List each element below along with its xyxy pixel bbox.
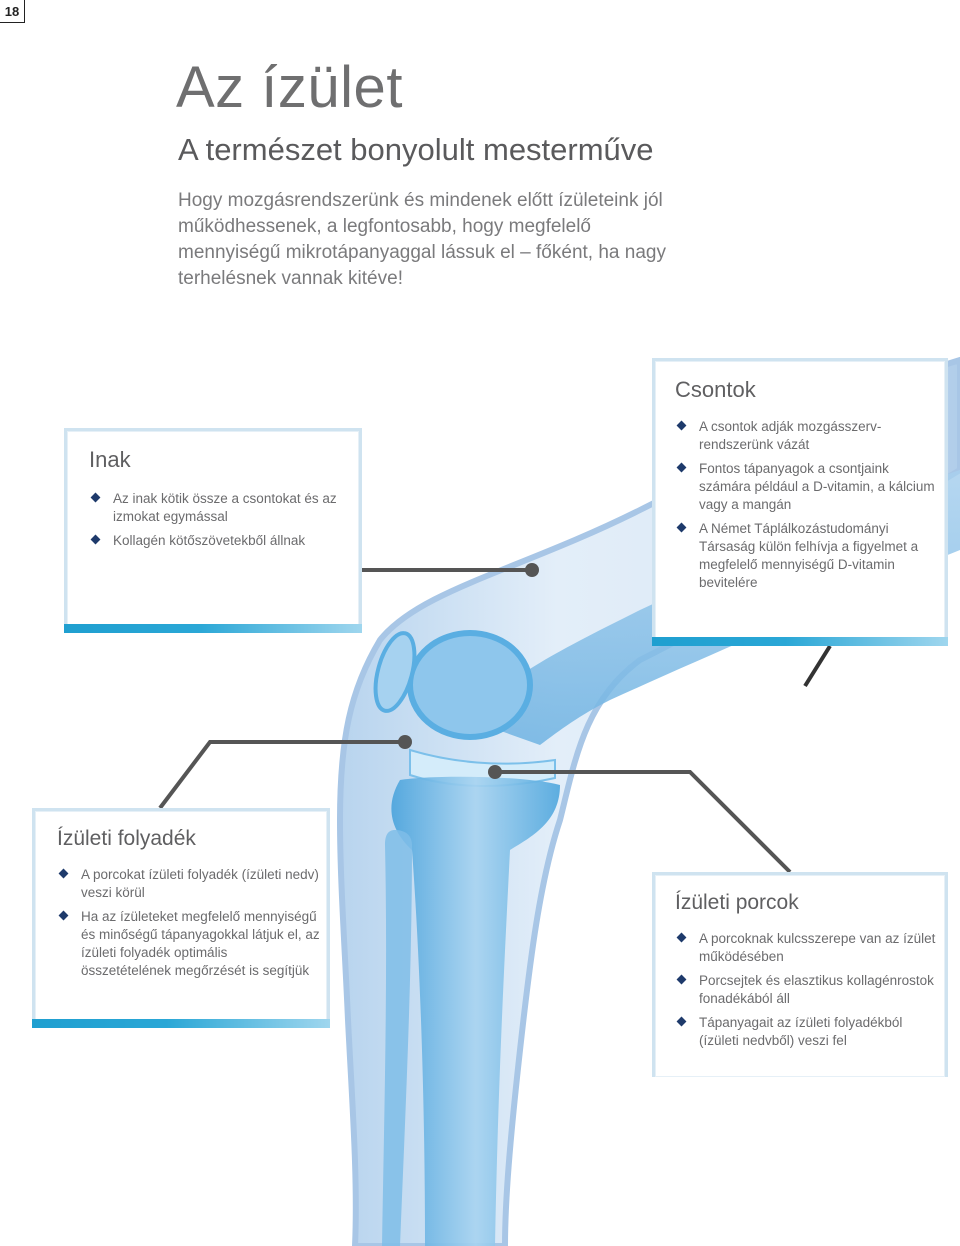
femur-condyle <box>410 633 530 737</box>
diamond-bullet-icon <box>677 1017 687 1027</box>
list-item: A Német Táplálkozástudományi Társaság külön felhívja a figyelmet a megfelelő mennyiségű D-vitamin bevitelére <box>675 520 939 592</box>
leader-dot-inak <box>525 563 539 577</box>
page-title: Az ízület <box>176 55 403 120</box>
diamond-bullet-icon <box>59 911 69 921</box>
list-item: Porcsejtek és elasztikus kollagénrostok fonadékából áll <box>675 972 939 1008</box>
diamond-bullet-icon <box>677 523 687 533</box>
diamond-bullet-icon <box>677 421 687 431</box>
info-box-csontok <box>652 358 948 646</box>
intro-paragraph: Hogy mozgásrendszerünk és mindenek előtt ízületeink jól működhessenek, a legfontosabb, hogy megfelelő mennyiségű mikrotápanyaggal lássuk el – főként, ha nagy terhelésnek vannak kitéve! <box>178 190 666 289</box>
box-accent-bar <box>652 637 948 646</box>
info-box-porcok <box>652 872 948 1077</box>
diamond-bullet-icon <box>677 975 687 985</box>
info-box-inak <box>64 428 362 633</box>
list-item: A csontok adják mozgásszerv-rendszerünk vázát <box>675 418 939 454</box>
bullet-list-inak <box>89 490 359 550</box>
box-title-porcok: Ízületi porcok <box>675 891 799 914</box>
box-title-inak: Inak <box>89 447 131 472</box>
info-box-folyadek <box>32 808 330 1028</box>
diamond-bullet-icon <box>677 933 687 943</box>
box-accent-bar <box>32 1019 330 1028</box>
box-title-csontok: Csontok <box>675 377 756 402</box>
diamond-bullet-icon <box>677 463 687 473</box>
list-item: Az inak kötik össze a csontokat és az izmokat egymással <box>89 490 359 526</box>
list-item: Kollagén kötőszövetekből állnak <box>89 532 359 550</box>
bullet-list-porcok <box>675 930 939 1050</box>
bullet-list-folyadek <box>57 866 321 980</box>
list-item: A porcokat ízületi folyadék (ízületi nedv) veszi körül <box>57 866 321 902</box>
leader-line-csontok <box>805 646 830 686</box>
page-subtitle: A természet bonyolult mesterműve <box>178 132 654 167</box>
leader-dot-porcok <box>488 765 502 779</box>
diamond-bullet-icon <box>91 535 101 545</box>
list-item: Fontos tápanyagok a csontjaink számára például a D-vitamin, a kálcium vagy a mangán <box>675 460 939 514</box>
list-item: Ha az ízületeket megfelelő mennyiségű és minőségű tápanyagokkal látjuk el, az ízületi folyadék optimális összetételének megőrzését is segítjük <box>57 908 321 980</box>
list-item: Tápanyagait az ízületi folyadékból (ízületi nedvből) veszi fel <box>675 1014 939 1050</box>
box-accent-bar <box>64 624 362 633</box>
box-title-folyadek: Ízületi folyadék <box>57 827 196 850</box>
diamond-bullet-icon <box>91 493 101 503</box>
leader-dot-folyadek <box>398 735 412 749</box>
page-number: 18 <box>0 0 25 23</box>
bullet-list-csontok <box>675 418 939 592</box>
list-item: A porcoknak kulcsszerepe van az ízület működésében <box>675 930 939 966</box>
diamond-bullet-icon <box>59 869 69 879</box>
